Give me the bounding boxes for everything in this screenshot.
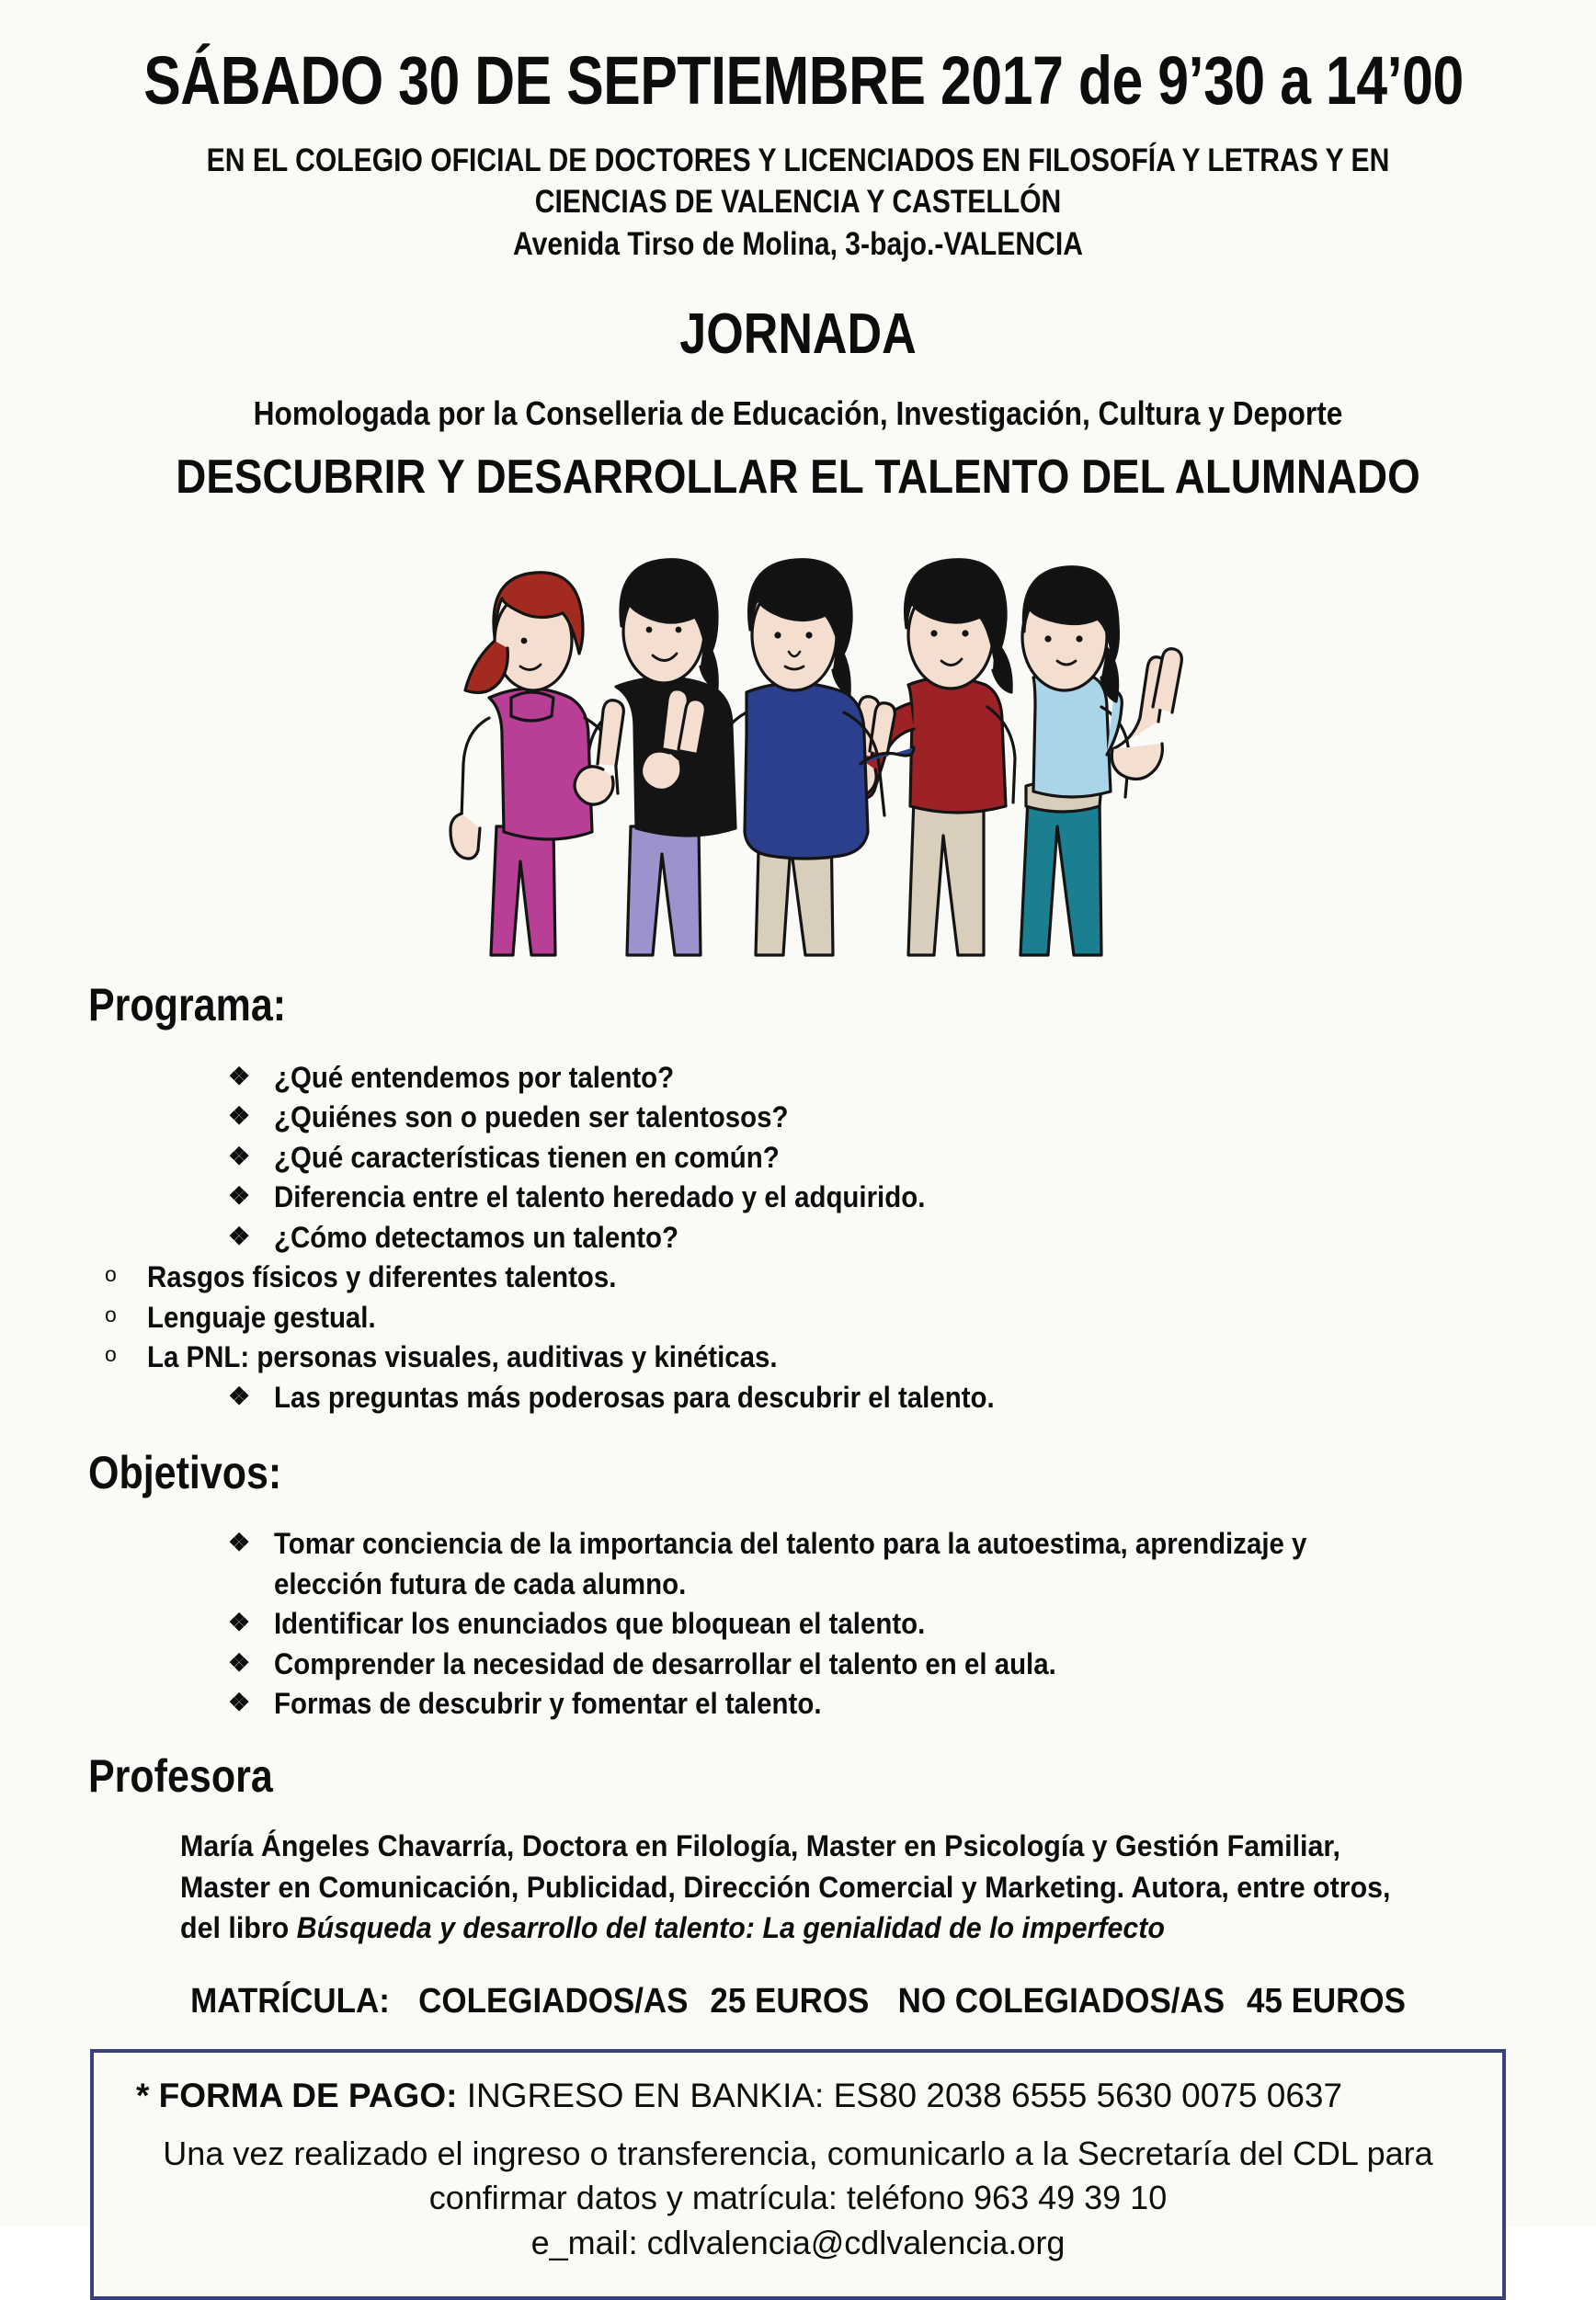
- objetivos-item-3: Comprender la necesidad de desarrollar el talento en el aula.: [274, 1646, 1056, 1680]
- matricula-label: MATRÍCULA:: [190, 1982, 390, 2021]
- programa-list: [0, 1032, 1596, 1258]
- programa-item-5: ¿Cómo detectamos un talento?: [274, 1220, 678, 1254]
- programa-subitem-3: La PNL: personas visuales, auditivas y kinéticas.: [147, 1340, 778, 1374]
- payment-body-line-1: Una vez realizado el ingreso o transferencia, comunicarlo a la Secretaría del CDL para: [163, 2135, 1433, 2173]
- profesora-heading: Profesora: [88, 1749, 273, 1802]
- programa-item-1: ¿Qué entendemos por talento?: [274, 1060, 675, 1094]
- programa-subitem-2: Lenguaje gestual.: [147, 1300, 376, 1334]
- matricula-line: [63, 1949, 1532, 2021]
- payment-title-line: [136, 2077, 1475, 2115]
- profesora-book-title: Búsqueda y desarrollo del talento: La genialidad de lo imperfecto: [296, 1911, 1165, 1945]
- list-item: [228, 1378, 1596, 1418]
- payment-info-box: [90, 2049, 1506, 2300]
- profesora-bio: [0, 1804, 1596, 1949]
- page-title: SÁBADO 30 DE SEPTIEMBRE 2017 de 9’30 a 14’00: [143, 42, 1464, 119]
- list-item: [228, 1218, 1596, 1258]
- list-item: [228, 1524, 1504, 1604]
- programa-item-3: ¿Qué características tienen en común?: [274, 1140, 780, 1174]
- matricula-no-colegiados-label: NO COLEGIADOS/AS: [897, 1982, 1226, 2021]
- objetivos-list: [0, 1500, 1596, 1725]
- list-item: [228, 1178, 1596, 1218]
- list-item: [99, 1258, 1596, 1298]
- objetivos-item-4: Formas de descubrir y fomentar el talento.: [274, 1687, 822, 1721]
- programa-list-tail: [0, 1378, 1596, 1418]
- list-item: [99, 1338, 1596, 1378]
- payment-email-line: e_mail: cdlvalencia@cdlvalencia.org: [530, 2223, 1066, 2261]
- programa-heading: Programa:: [88, 978, 287, 1030]
- list-item: [228, 1604, 1504, 1645]
- list-item: [99, 1298, 1596, 1338]
- list-item: [228, 1138, 1596, 1178]
- programa-item-2: ¿Quiénes son o pueden ser talentosos?: [274, 1100, 789, 1134]
- matricula-colegiados-price: 25 EUROS: [710, 1982, 870, 2021]
- list-item: [228, 1684, 1504, 1725]
- group-of-students-illustration: [366, 523, 1230, 964]
- payment-title: * FORMA DE PAGO:: [136, 2077, 458, 2115]
- objetivos-heading: Objetivos:: [88, 1447, 282, 1499]
- payment-body-line-2: confirmar datos y matrícula: teléfono 963 49 39 10: [428, 2179, 1168, 2217]
- programa-item-4: Diferencia entre el talento heredado y el adquirido.: [274, 1180, 926, 1214]
- matricula-no-colegiados-price: 45 EUROS: [1247, 1982, 1406, 2021]
- matricula-colegiados-label: COLEGIADOS/AS: [418, 1982, 689, 2021]
- venue-line-1: EN EL COLEGIO OFICIAL DE DOCTORES Y LICENCIADOS EN FILOSOFÍA Y LETRAS Y EN: [206, 142, 1390, 178]
- programa-item-6: Las preguntas más poderosas para descubrir el talento.: [274, 1380, 995, 1414]
- illustration-container: [0, 523, 1596, 964]
- objetivos-item-1: Tomar conciencia de la importancia del talento para la autoestima, aprendizaje y elección futura de cada alumno.: [274, 1527, 1307, 1600]
- payment-bank-info: INGRESO EN BANKIA: ES80 2038 6555 5630 0075 0637: [466, 2077, 1343, 2115]
- list-item: [228, 1058, 1596, 1099]
- programa-subitem-1: Rasgos físicos y diferentes talentos.: [147, 1260, 617, 1294]
- profesora-bio-text: María Ángeles Chavarría, Doctora en Filología, Master en Psicología y Gestión Familiar, Master en Comunicación, Publicidad, Dirección Comercial y Marketing. Autora, entre otros, del libro: [180, 1828, 1391, 1945]
- accreditation-line: Homologada por la Conselleria de Educación, Investigación, Cultura y Deporte: [253, 393, 1343, 432]
- list-item: [228, 1098, 1596, 1138]
- list-item: [228, 1645, 1504, 1685]
- venue-line-2: CIENCIAS DE VALENCIA Y CASTELLÓN: [534, 184, 1062, 221]
- subject-title: DESCUBRIR Y DESARROLLAR EL TALENTO DEL ALUMNADO: [176, 450, 1420, 504]
- venue-address: Avenida Tirso de Molina, 3-bajo.-VALENCIA: [513, 225, 1083, 262]
- objetivos-item-2: Identificar los enunciados que bloquean el talento.: [274, 1607, 926, 1641]
- event-type-heading: JORNADA: [679, 302, 917, 367]
- programa-sublist: [0, 1258, 1596, 1378]
